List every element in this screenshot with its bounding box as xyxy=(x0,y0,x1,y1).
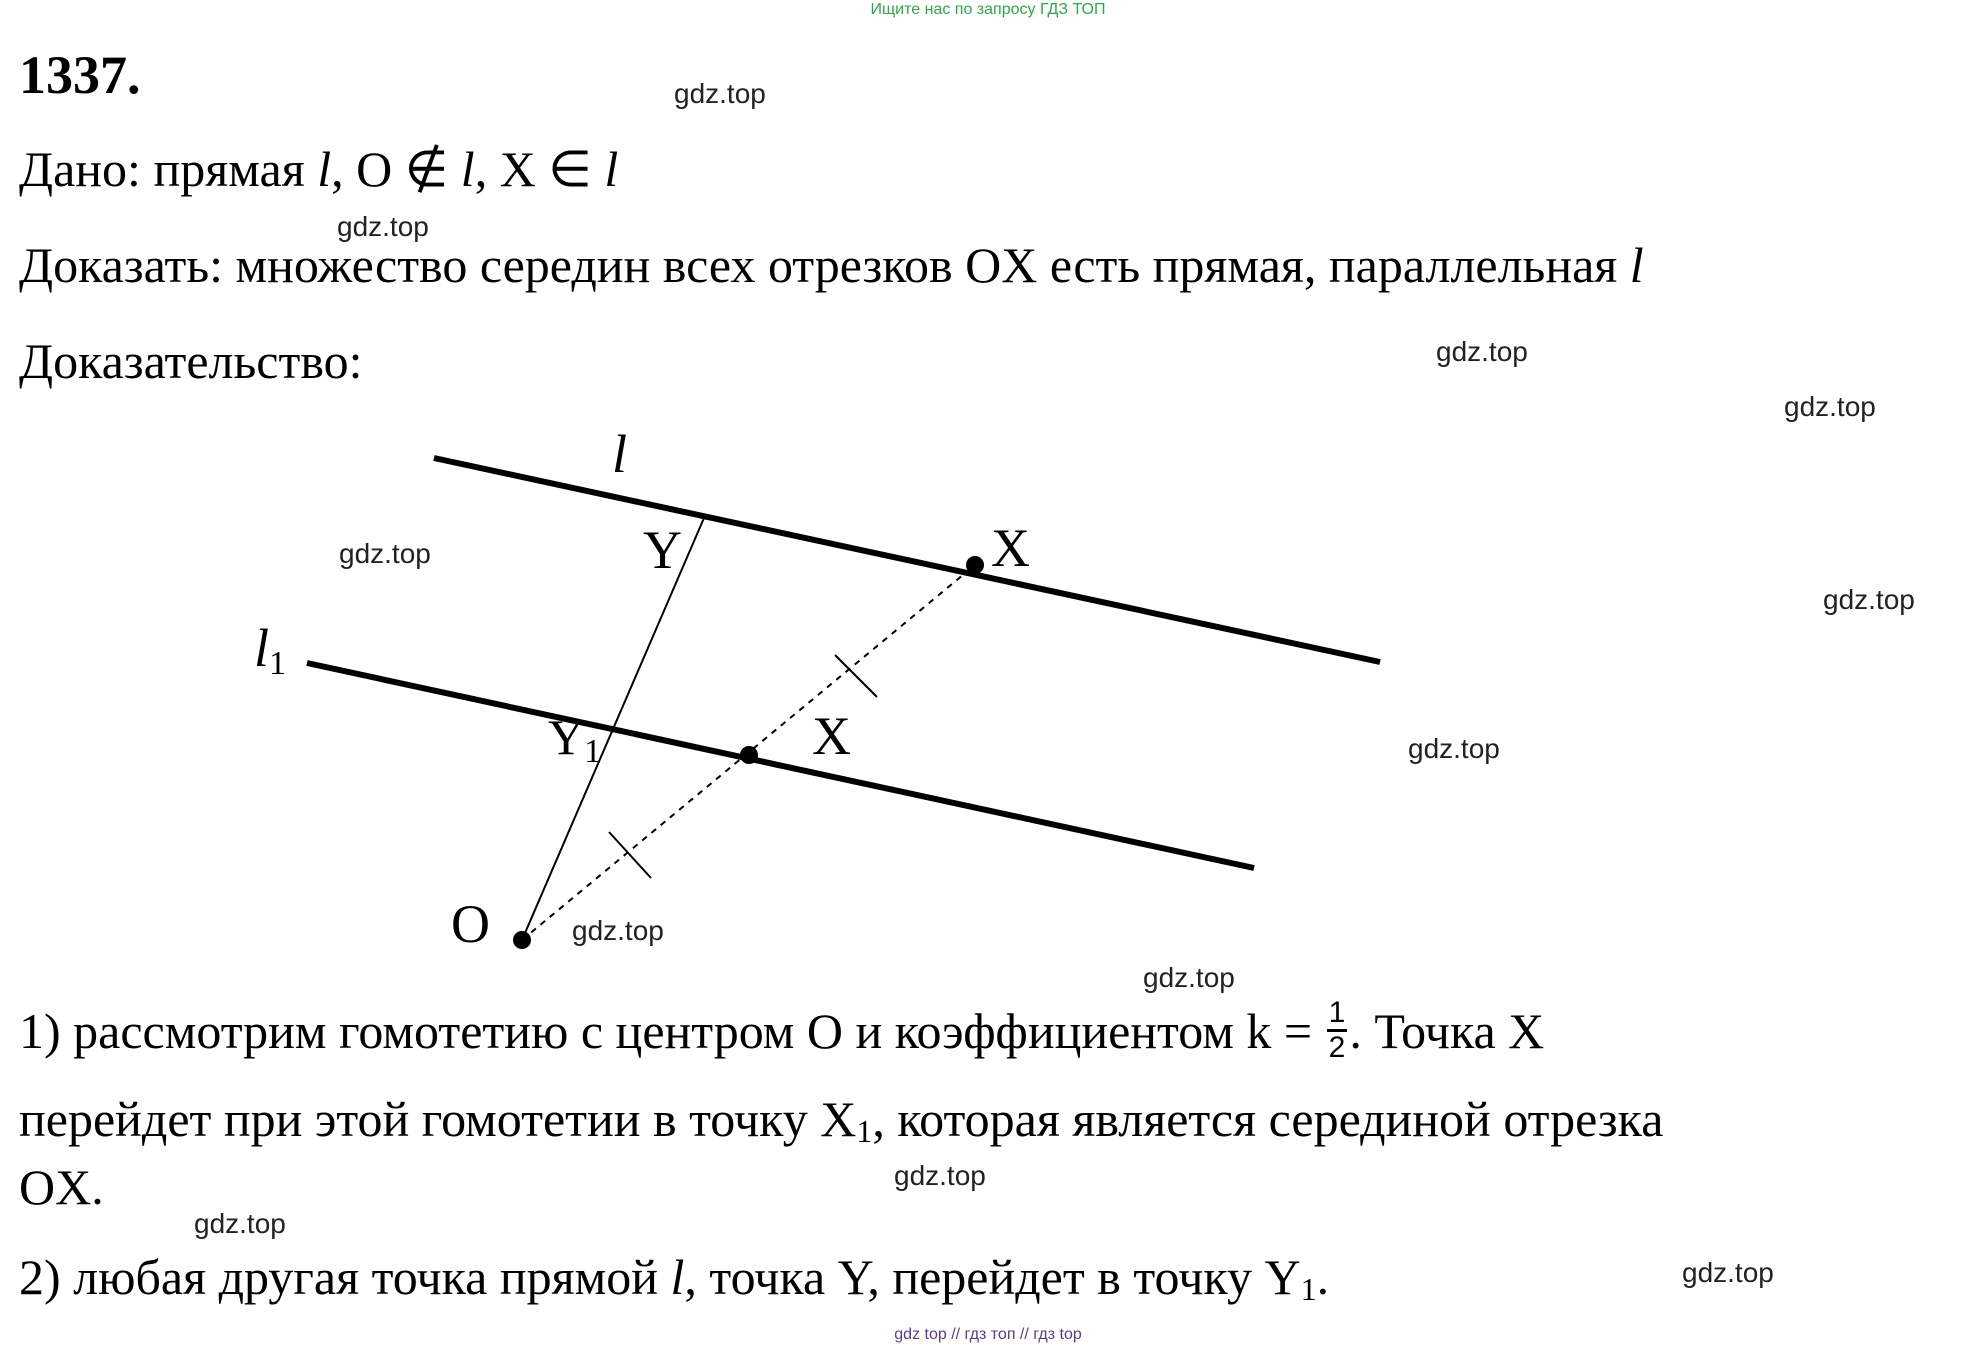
step1-part2: . Точка X xyxy=(1349,1003,1545,1059)
proof-heading: Доказательство: xyxy=(19,333,363,389)
step2-sub: 1 xyxy=(1300,1271,1317,1307)
label-l1 xyxy=(254,618,286,682)
watermark: gdz.top xyxy=(674,78,766,109)
fraction-one-half xyxy=(1327,997,1348,1064)
watermark: gdz.top xyxy=(1784,391,1876,422)
step1-line2-a: перейдет при этой гомотетии в точку X xyxy=(19,1091,857,1147)
label-l: l xyxy=(612,424,628,484)
point-X xyxy=(966,556,984,574)
given-l2: l xyxy=(460,141,475,197)
point-X-mid xyxy=(740,746,758,764)
line-l xyxy=(434,458,1380,662)
label-Y: Y xyxy=(643,520,682,580)
step2-part3: . xyxy=(1316,1249,1330,1305)
fraction-numerator: 1 xyxy=(1327,997,1348,1032)
given-l3: l xyxy=(604,141,619,197)
watermark: gdz.top xyxy=(1823,584,1915,615)
line-l1 xyxy=(307,663,1254,868)
footer-links: gdz top // гдз топ // гдз top xyxy=(894,1326,1082,1343)
given-label: Дано: прямая xyxy=(19,141,318,197)
fraction-denominator: 2 xyxy=(1328,1031,1346,1065)
watermark: gdz.top xyxy=(339,538,431,569)
given-sep2: , X ∈ xyxy=(474,141,605,197)
watermark: gdz.top xyxy=(194,1208,286,1239)
step1-line2 xyxy=(19,1090,1663,1150)
watermark: gdz.top xyxy=(337,211,429,242)
step1-line3: OX. xyxy=(19,1159,104,1215)
prove-label: Доказать: множество середин всех отрезков OX есть прямая, параллельная xyxy=(19,237,1630,293)
label-Y1-main: Y xyxy=(548,709,585,765)
label-Y1 xyxy=(548,709,601,770)
step2-part1: 2) любая другая точка прямой xyxy=(19,1249,671,1305)
label-X: X xyxy=(991,518,1030,578)
top-banner: Ищите нас по запросу ГДЗ ТОП xyxy=(870,1,1106,18)
step1-line2-b: , которая является серединой отрезка xyxy=(872,1091,1664,1147)
label-l1-sub: 1 xyxy=(269,645,287,682)
watermark: gdz.top xyxy=(1143,962,1235,993)
step2-l: l xyxy=(670,1249,685,1305)
prove-l: l xyxy=(1629,237,1644,293)
watermark: gdz.top xyxy=(572,915,664,946)
tick-mark-upper xyxy=(835,655,877,697)
given-sep1: , O ∉ xyxy=(331,141,461,197)
step2-part2: , точка Y, перейдет в точку Y xyxy=(684,1249,1301,1305)
label-X-mid: X xyxy=(812,706,851,766)
watermark: gdz.top xyxy=(1682,1257,1774,1288)
label-O: O xyxy=(451,894,490,954)
step1-part1: 1) рассмотрим гомотетию с центром O и коэффициентом k = xyxy=(19,1003,1325,1059)
step1-line2-sub: 1 xyxy=(856,1113,873,1149)
label-l1-main: l xyxy=(254,618,270,678)
label-Y1-sub: 1 xyxy=(584,733,602,770)
task-number: 1337. xyxy=(19,45,141,105)
watermark: gdz.top xyxy=(894,1160,986,1191)
step1-line1 xyxy=(19,996,1545,1070)
step2-line xyxy=(19,1248,1329,1308)
point-O xyxy=(513,931,531,949)
watermark: gdz.top xyxy=(1408,733,1500,764)
given-l: l xyxy=(317,141,332,197)
watermark: gdz.top xyxy=(1436,336,1528,367)
